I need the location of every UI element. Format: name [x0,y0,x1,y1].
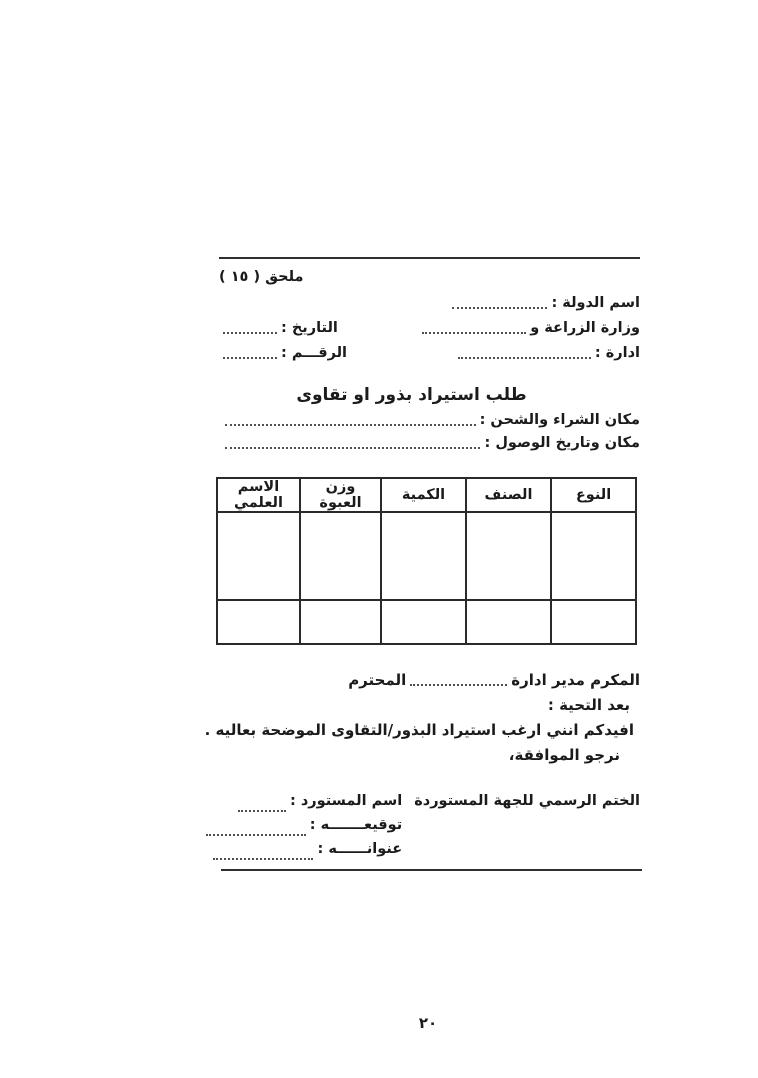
importer-name-field [202,792,402,816]
signature-field [202,816,402,840]
address-blank [213,858,313,860]
table-row [217,512,636,600]
col-type: النوع [551,478,636,512]
purchase-shipping-label: مكان الشراء والشحن : [479,412,640,428]
cell [300,600,381,644]
cell [381,512,466,600]
ministry-blank [422,332,526,334]
ministry-label: وزارة الزراعة و [530,320,640,336]
importer-name-label: اسم المستورد : [290,793,403,809]
letter-body: افيدكم انني ارغب استيراد البذور/التقاوى الموضحة بعاليه . [204,721,634,739]
bottom-rule [221,869,642,871]
arrival-label: مكان وتاريخ الوصول : [484,435,640,451]
official-stamp-label: الختم الرسمي للجهة المستوردة [414,793,640,809]
letter-salutation-right: المكرم مدير ادارة [511,671,640,689]
appendix-label: ملحق ( ١٥ ) [219,269,304,285]
date-blank [223,332,277,334]
signature-label: توقيعـــــــه : [309,817,403,833]
col-variety: الصنف [466,478,551,512]
cell [466,512,551,600]
col-package-weight: وزن العبوة [300,478,381,512]
header-row-country [219,294,640,313]
form-title: طلب استيراد بذور او تقاوى [296,385,527,405]
number-blank [223,357,277,359]
department-field [454,344,640,363]
letter-salutation-row [219,671,640,690]
cell [217,512,300,600]
address-field [202,840,402,864]
ministry-field [418,319,640,338]
purchase-shipping-blank [225,424,476,426]
header-row-department-number [219,344,640,363]
top-rule [219,257,640,259]
department-blank [458,357,591,359]
arrival-row [221,434,640,453]
signature-fields [202,792,402,864]
cell [551,512,636,600]
cell [551,600,636,644]
cell [217,600,300,644]
col-scientific-name: الاسم العلمي [217,478,300,512]
purchase-shipping-row [221,411,640,430]
table-header-row [217,478,636,512]
seeds-table [216,477,637,645]
date-field [219,319,338,338]
country-field [448,294,640,313]
signature-blank [206,834,306,836]
letter-salutation-left: المحترم [348,671,407,689]
signature-block [219,792,640,864]
arrival-blank [225,447,480,449]
number-field [219,344,347,363]
cell [300,512,381,600]
number-label: الرقـــم : [281,345,348,361]
importer-name-blank [238,810,286,812]
letter-closing: نرجو الموافقة، [508,746,620,764]
country-label: اسم الدولة : [551,295,640,311]
cell [381,600,466,644]
address-label: عنوانــــــه : [317,841,403,857]
header-row-ministry-date [219,319,640,338]
department-label: ادارة : [594,345,640,361]
letter-greeting: بعد التحية : [547,696,630,714]
date-label: التاريخ : [281,320,338,336]
table-row [217,600,636,644]
col-quantity: الكمية [381,478,466,512]
cell [466,600,551,644]
director-name-blank [410,684,507,686]
page-number: ٢٠ [418,1014,438,1032]
country-blank [452,307,547,309]
